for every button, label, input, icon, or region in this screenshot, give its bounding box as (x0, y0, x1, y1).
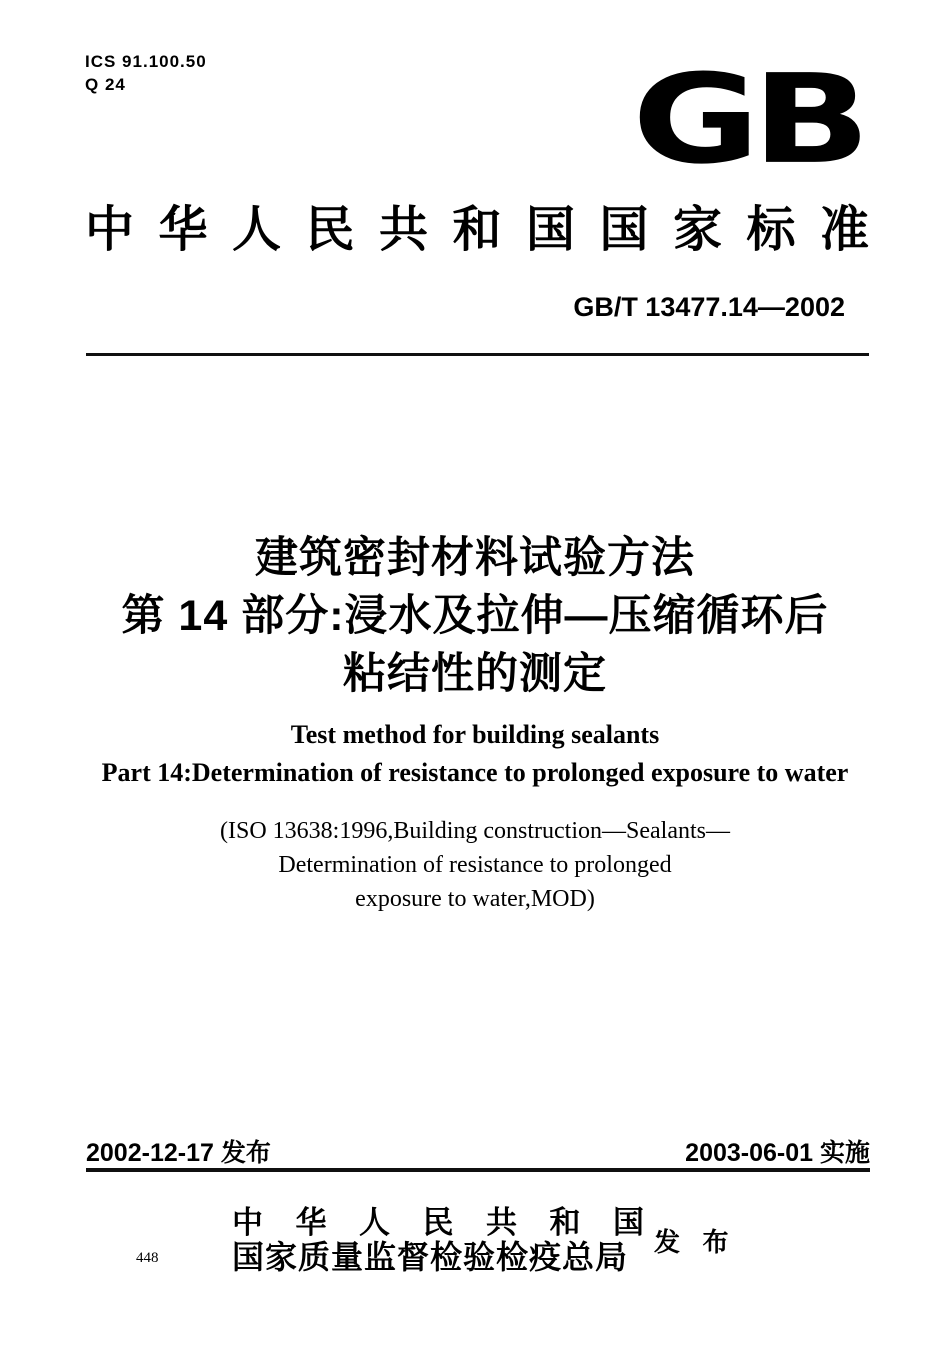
iso-reference (0, 814, 950, 916)
title-en-line-2: Part 14:Determination of resistance to prolonged exposure to water (101, 758, 849, 787)
standard-title-zh (0, 529, 950, 703)
iso-reference-line-1: (ISO 13638:1996,Building construction—Sealants— (220, 818, 730, 844)
header-divider-line (86, 353, 869, 356)
title-zh-line-3: 粘结性的测定 (343, 650, 607, 698)
publisher-line-2: 国家质量监督检验检疫总局 (232, 1239, 629, 1275)
gb-logo (632, 47, 894, 192)
page-number: 448 (136, 1250, 159, 1266)
dates-row (86, 1133, 870, 1169)
issue-date: 2002-12-17 发布 (86, 1139, 271, 1167)
standard-number: GB/T 13477.14—2002 (573, 292, 845, 322)
title-zh-line-1: 建筑密封材料试验方法 (255, 534, 695, 582)
national-standard-header: 中华人民共和国国家标准 (85, 202, 869, 257)
iso-reference-line-3: exposure to water,MOD) (355, 886, 595, 912)
footer-divider-line (86, 1168, 870, 1172)
release-label: 发 布 (654, 1228, 737, 1257)
publisher-line-1: 中 华 人 民 共 和 国 (232, 1205, 644, 1240)
title-en-line-1: Test method for building sealants (290, 720, 660, 749)
gb-logo-letters: GB (632, 47, 863, 192)
ics-block (85, 50, 207, 96)
iso-reference-line-2: Determination of resistance to prolonged (278, 852, 672, 878)
standard-title-en (0, 716, 950, 792)
publisher-block (232, 1206, 644, 1274)
classification-code: Q 24 (85, 75, 126, 94)
implementation-date: 2003-06-01 实施 (685, 1139, 870, 1167)
title-zh-line-2: 第 14 部分:浸水及拉伸—压缩循环后 (121, 592, 829, 640)
ics-code: ICS 91.100.50 (85, 52, 207, 71)
